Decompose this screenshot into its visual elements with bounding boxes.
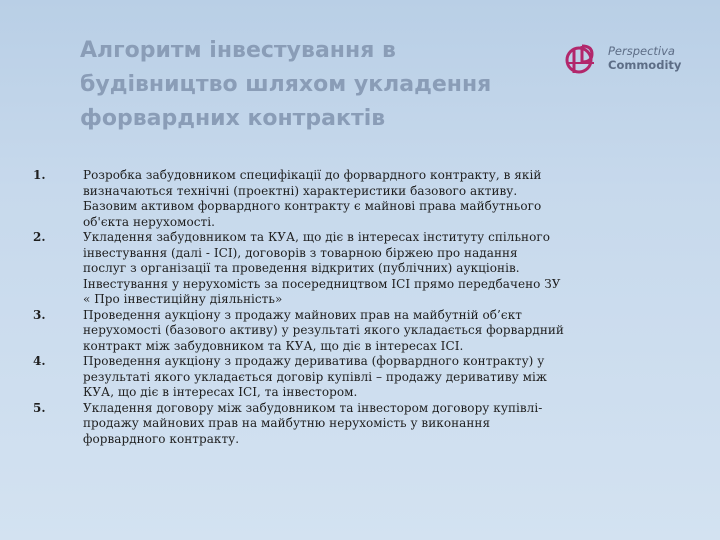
logo-line-2: Commodity bbox=[608, 58, 682, 72]
logo-line-1: Perspectiva bbox=[608, 44, 675, 58]
logo-mark-icon bbox=[564, 40, 604, 80]
item-text-line: Проведення аукціону з продажу деривативa (форвардного контракту) у bbox=[83, 354, 545, 368]
item-number: 2. bbox=[33, 230, 46, 244]
title-line: форвардних контрактів bbox=[80, 106, 386, 131]
algorithm-steps-list bbox=[30, 168, 670, 447]
item-text-line: нерухомості (базового активу) у результаті якого укладається форвардний bbox=[83, 323, 564, 337]
title-line: Алгоритм інвестування в bbox=[80, 38, 396, 63]
item-number: 1. bbox=[33, 168, 46, 182]
slide-title bbox=[80, 34, 540, 136]
item-text-line: форвардного контракту. bbox=[83, 431, 240, 446]
list-item bbox=[30, 401, 670, 448]
item-text-line: об'єкта нерухомості. bbox=[83, 214, 215, 229]
item-text-line: результаті якого укладається договір купівлі – продажу деривативу між bbox=[83, 369, 547, 384]
item-number: 5. bbox=[33, 400, 46, 415]
item-text-line: Базовим активом форвардного контракту є майнові права майбутнього bbox=[83, 199, 542, 213]
list-item bbox=[30, 168, 670, 230]
item-text-line: КУА, що діє в інтересах ІСІ, та інвестором. bbox=[83, 385, 358, 399]
list-item bbox=[30, 354, 670, 401]
item-text-line: визначаються технічні (проектні) характеристики базового активу. bbox=[83, 183, 518, 198]
item-text-line: продажу майнових прав на майбутню нерухомість у виконання bbox=[83, 416, 491, 430]
item-text-line: Проведення аукціону з продажу майнових прав на майбутній об’єкт bbox=[83, 307, 522, 322]
logo-wordmark bbox=[608, 44, 681, 72]
list-item bbox=[30, 230, 670, 308]
title-line: будівництво шляхом укладення bbox=[80, 72, 492, 97]
item-text-line: Інвестування у нерухомість за посередництвом ІСІ прямо передбачено ЗУ bbox=[83, 276, 561, 291]
perspectiva-commodity-logo bbox=[564, 40, 694, 80]
item-number: 3. bbox=[33, 307, 46, 322]
item-text-line: контракт між забудовником та КУА, що діє в інтересах ІСІ. bbox=[83, 338, 464, 353]
item-text-line: Укладення забудовником та КУА, що діє в інтересах інституту спільного bbox=[83, 230, 550, 244]
list-item bbox=[30, 308, 670, 355]
item-text-line: інвестування (далі - ІСІ), договорів з товарною біржею про надання bbox=[83, 245, 518, 260]
item-text-line: Укладення договору між забудовником та інвестором договору купівлі- bbox=[83, 400, 543, 415]
item-number: 4. bbox=[33, 354, 46, 368]
item-text-line: Розробка забудовником специфікації до форвардного контракту, в якій bbox=[83, 168, 542, 182]
item-text-line: послуг з організації та проведення відкритих (публічних) аукціонів. bbox=[83, 261, 520, 275]
item-text-line: « Про інвестиційну діяльність» bbox=[83, 292, 283, 306]
